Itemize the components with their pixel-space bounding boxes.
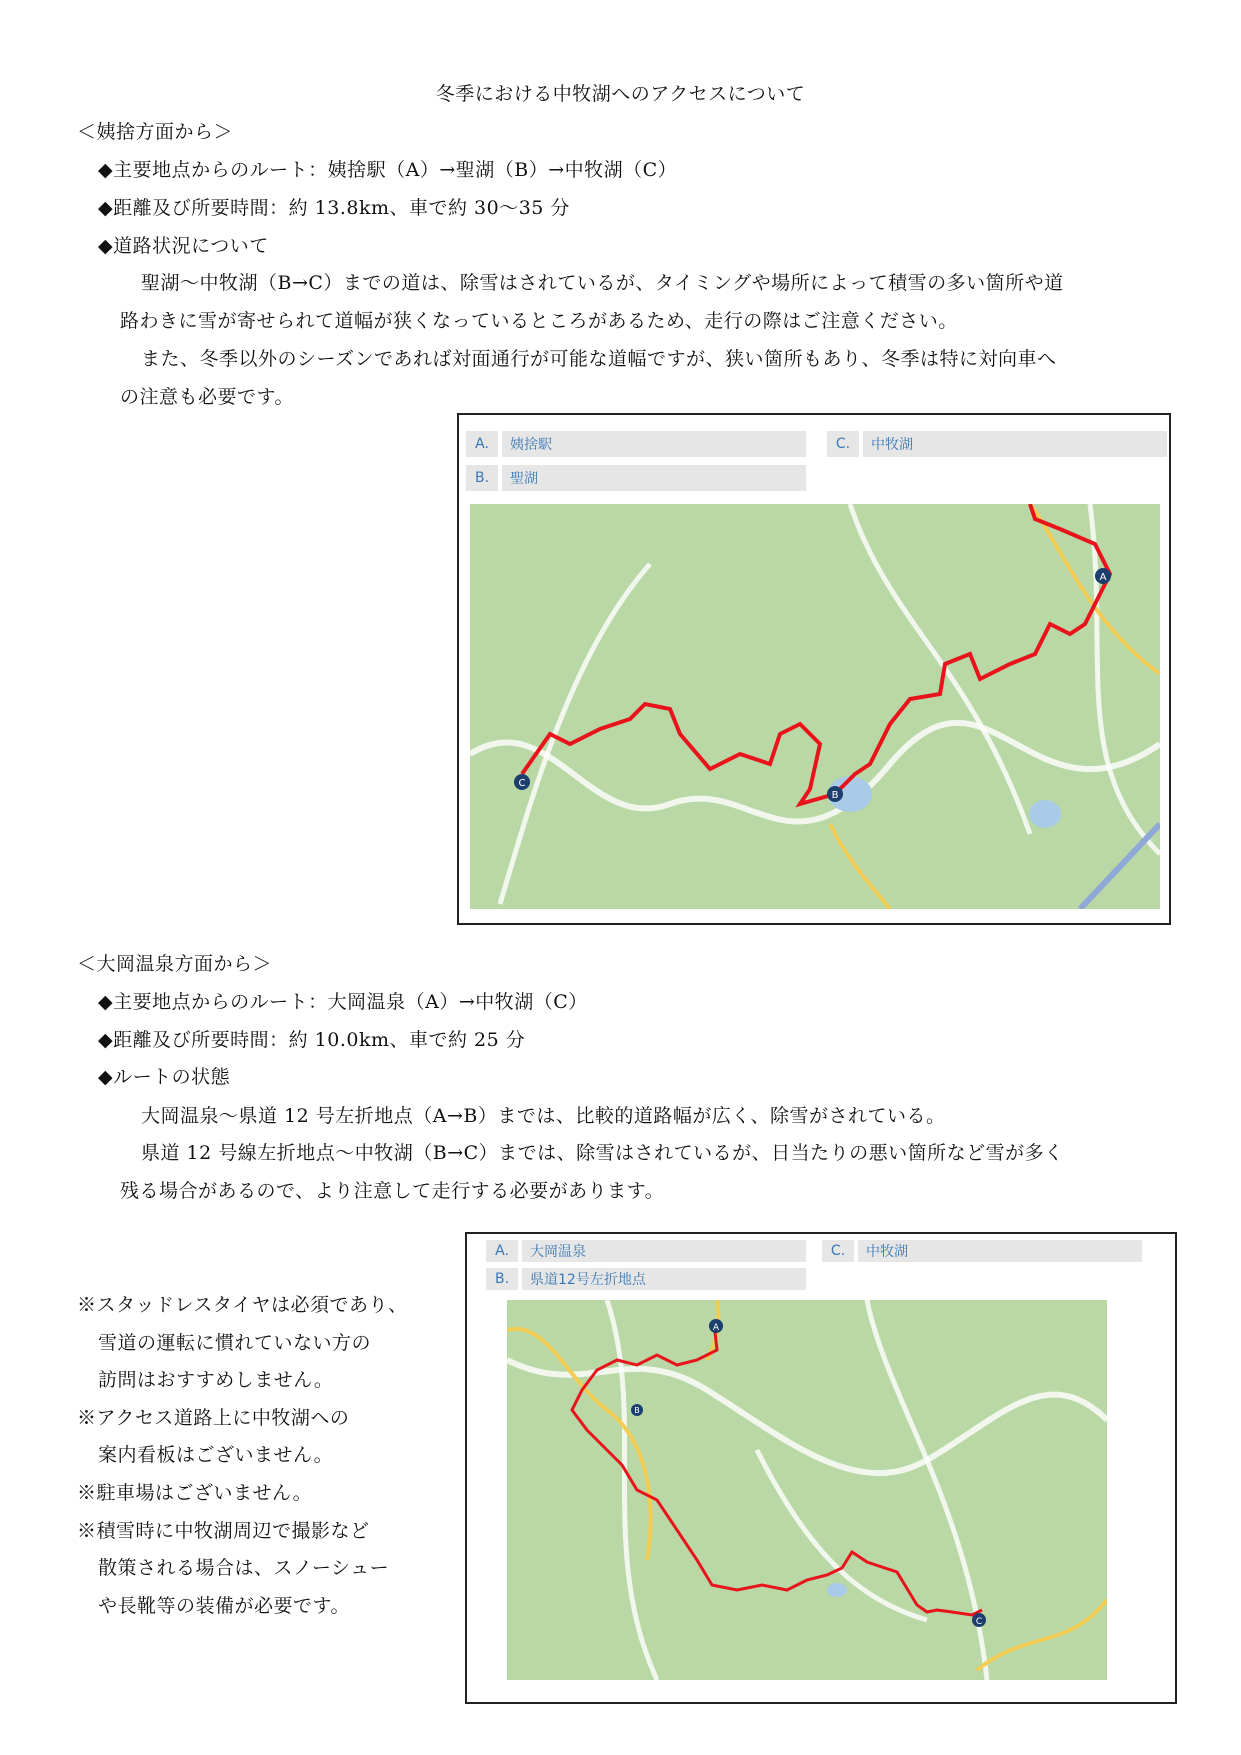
paragraph: 残る場合があるので、より注意して走行する必要があります。 (120, 1180, 665, 1202)
legend-item-b (466, 465, 806, 491)
legend-key: B. (466, 465, 498, 491)
svg-text:B: B (634, 1406, 640, 1415)
route-map-obasute (470, 504, 1160, 909)
note-line: 訪問はおすすめしません。 (98, 1369, 334, 1391)
paragraph: 県道 12 号線左折地点～中牧湖（B→C）までは、除雪はされているが、日当たりの悪い箇所など雪が多く (141, 1142, 1064, 1164)
note-line: 散策される場合は、スノーシュー (98, 1557, 390, 1579)
legend-name: 姨捨駅 (502, 431, 806, 457)
legend-key: A. (466, 431, 498, 457)
distance-text: ◆距離及び所要時間：約 10.0km、車で約 25 分 (98, 1029, 526, 1051)
legend-item-a (486, 1240, 806, 1262)
state-heading: ◆ルートの状態 (98, 1066, 231, 1088)
section-heading: ＜大岡温泉方面から＞ (77, 953, 273, 975)
svg-text:B: B (831, 790, 839, 801)
legend-name: 大岡温泉 (522, 1240, 806, 1262)
note-line: ※アクセス道路上に中牧湖への (77, 1407, 350, 1429)
road-heading: ◆道路状況について (98, 235, 269, 257)
note-line: や長靴等の装備が必要です。 (98, 1595, 350, 1617)
legend-key: C. (827, 431, 859, 457)
svg-text:A: A (712, 1323, 720, 1333)
legend-name: 聖湖 (502, 465, 806, 491)
map-ooka-frame (465, 1232, 1177, 1704)
svg-text:C: C (975, 1617, 983, 1627)
legend-name: 中牧湖 (858, 1240, 1142, 1262)
note-line: 案内看板はございません。 (98, 1444, 334, 1466)
legend-item-a (466, 431, 806, 457)
legend-item-c (822, 1240, 1142, 1262)
map-obasute-frame (457, 413, 1171, 925)
distance-text: ◆距離及び所要時間：約 13.8km、車で約 30～35 分 (98, 197, 570, 219)
legend-key: A. (486, 1240, 518, 1262)
paragraph: また、冬季以外のシーズンであれば対面通行が可能な道幅ですが、狭い箇所もあり、冬季は特に対向車へ (141, 348, 1057, 370)
paragraph: 聖湖～中牧湖（B→C）までの道は、除雪はされているが、タイミングや場所によって積雪の多い箇所や道 (141, 272, 1064, 294)
legend-item-b (486, 1268, 806, 1290)
note-line: ※積雪時に中牧湖周辺で撮影など (77, 1520, 370, 1542)
legend-key: C. (822, 1240, 854, 1262)
note-line: ※駐車場はございません。 (77, 1482, 313, 1504)
note-line: ※スタッドレスタイヤは必須であり、 (77, 1294, 408, 1316)
svg-text:A: A (1099, 572, 1107, 583)
route-map-ooka (507, 1300, 1107, 1680)
route-text: ◆主要地点からのルート：姨捨駅（A）→聖湖（B）→中牧湖（C） (98, 159, 678, 181)
legend-name: 中牧湖 (863, 431, 1167, 457)
section-heading: ＜姨捨方面から＞ (77, 121, 234, 143)
legend-item-c (827, 431, 1167, 457)
legend-name: 県道12号左折地点 (522, 1268, 806, 1290)
page-title: 冬季における中牧湖へのアクセスについて (435, 83, 806, 105)
note-line: 雪道の運転に慣れていない方の (98, 1332, 372, 1354)
svg-text:C: C (518, 778, 526, 789)
paragraph: 路わきに雪が寄せられて道幅が狭くなっているところがあるため、走行の際はご注意ください。 (120, 310, 958, 332)
legend-key: B. (486, 1268, 518, 1290)
route-text: ◆主要地点からのルート：大岡温泉（A）→中牧湖（C） (98, 991, 588, 1013)
paragraph: 大岡温泉～県道 12 号左折地点（A→B）までは、比較的道路幅が広く、除雪がされている。 (141, 1105, 946, 1127)
paragraph: の注意も必要です。 (120, 386, 294, 408)
